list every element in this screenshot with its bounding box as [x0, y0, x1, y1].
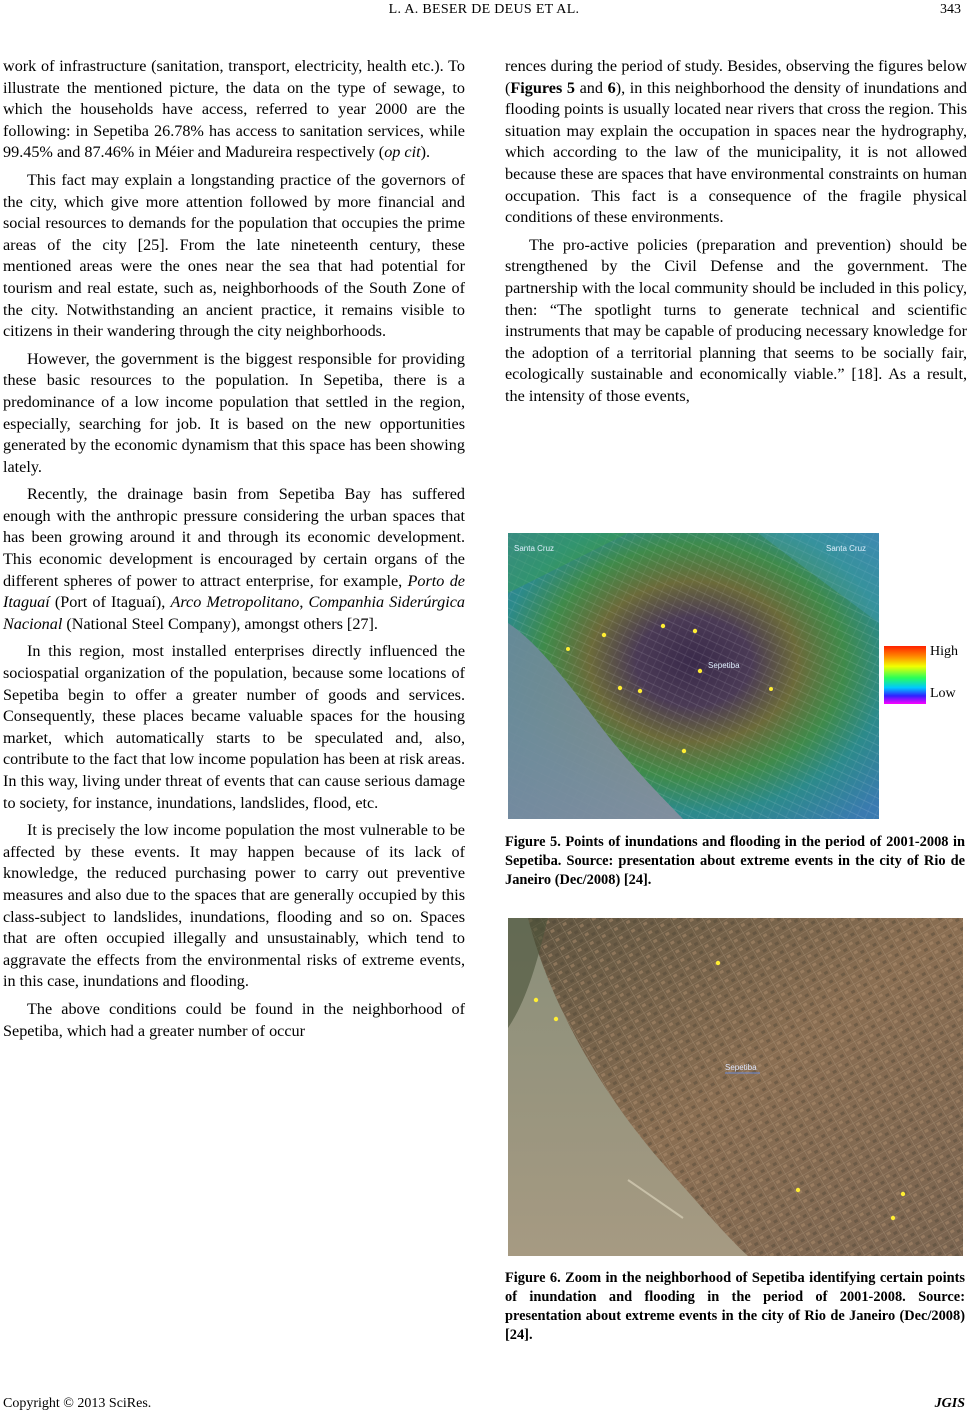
map-label-santa-cruz-east: Santa Cruz — [826, 544, 867, 553]
legend-high-label: High — [930, 644, 958, 659]
legend-low-label: Low — [930, 686, 956, 701]
journal-name: JGIS — [934, 1396, 965, 1411]
map-label-sepetiba: Sepetiba — [708, 661, 740, 670]
heatmap-legend — [884, 646, 964, 706]
copyright-text: Copyright © 2013 SciRes. — [3, 1396, 152, 1411]
paragraph: The above conditions could be found in the neighborhood of Sepetiba, which had a greater number of occur — [3, 999, 465, 1040]
map-label-santa-cruz-west: Santa Cruz — [514, 544, 555, 553]
figure-5-heatmap — [508, 533, 879, 819]
legend-color-bar — [884, 646, 926, 704]
map-label-sepetiba-zoom: Sepetiba — [725, 1063, 757, 1072]
paragraph: However, the government is the biggest responsible for providing these basic resources to the population. In Sepetiba, there is a predominance of a low income population that settled in the region, especially, searching for job. It is based on the new opportunities generated by the economic dynamism that this space has been showing lately. — [3, 349, 465, 476]
running-title: L. A. BESER DE DEUS ET AL. — [388, 2, 580, 17]
page-number: 343 — [940, 2, 961, 17]
figure-6-caption: Figure 6. Zoom in the neighborhood of Sepetiba identifying certain points of inundation and flooding in the period of 2001-2008. Source: presentation about extreme events in the city of Rio de Janeiro (Dec/2008) [24]. — [505, 1270, 965, 1343]
running-header — [0, 2, 968, 22]
paragraph: This fact may explain a longstanding practice of the governors of the city, which give more attention followed by more financial and social resources to demands for the population that occupies the prime areas of the city [25]. From the late nineteenth century, these mentioned areas were the ones near the sea that had potential for tourism and real estate, such as, neighborhoods of the South Zone of the city. Notwithstanding an ancient practice, it remains visible to citizens in their wandering through the city neighborhoods. — [3, 170, 465, 341]
paragraph: The pro-active policies (preparation and prevention) should be strengthened by the Civil Defense and the government. The partnership with the local community should be included in this policy, then: “The spotlight turns to generate technical and scientific instruments that may be capable of producing necessary knowledge for the adoption of a territorial planning that seems to be socially fair, ecologically sustainable and economically viable.” [18]. As a result, the intensity of those events, — [505, 235, 967, 405]
paragraph: In this region, most installed enterprises directly influenced the sociospatial organization of the population, because some locations of Sepetiba begin to offer a greater number of goods and services. Consequently, these places became valuable spaces for the housing market, which automatically starts to be speculated and, also, contribute to the fact that low income population has been at risk areas. In this way, living under threat of events that can cause serious damage to society, for instance, inundations, landslides, flood, etc. — [3, 642, 465, 812]
paragraph: Recently, the drainage basin from Sepetiba Bay has suffered enough with the anthropic pressure considering the urban spaces that has been growing around it and through its economic development. This economic development is encouraged by certain organs of the different spheres of power to attract enterprise, for example, Porto de Itaguaí (Port of Itaguaí), Arco Metropolitano, Companhia Siderúrgica Nacional (National Steel Company), amongst others [27]. — [3, 485, 465, 633]
paragraph: It is precisely the low income population the most vulnerable to be affected by these events. It may happen because of its lack of knowledge, the reduced purchasing power to carry out preventive measures and also due to the spaces that are generally occupied by this class-subject to landslides, inundations, flooding and so on. Spaces that are often occupied illegally and unsustainably, which tend to aggravate the effects from the environmental risks of extreme events, in this case, inundations and flooding. — [3, 821, 465, 991]
paragraph: work of infrastructure (sanitation, transport, electricity, health etc.). To illustrate the mentioned picture, the data on the type of sewage, to which the households have access, referred to year 2000 are the following: in Sepetiba 26.78% has access to sanitation services, while 99.45% and 87.46% in Méier and Madureira respectively (op cit). — [3, 57, 465, 162]
figure-5-caption: Figure 5. Points of inundations and flooding in the period of 2001-2008 in Sepetiba. Source: presentation about extreme events in the city of Rio de Janeiro (Dec/2008) [24]. — [505, 834, 965, 888]
left-column — [3, 56, 465, 1048]
paragraph: rences during the period of study. Besides, observing the figures below (Figures 5 and 6), in this neighborhood the density of inundations and flooding points is usually located near rivers that cross the region. This situation may explain the occupation in spaces near the hydrography, which according to the law of the municipality, it is not allowed because these are spaces that have environmental constraints on human occupation. This fact is a consequence of the fragile physical conditions of these environments. — [505, 57, 968, 227]
figure-6-satellite — [508, 918, 963, 1256]
page-footer — [3, 1396, 965, 1412]
right-column — [505, 56, 967, 414]
